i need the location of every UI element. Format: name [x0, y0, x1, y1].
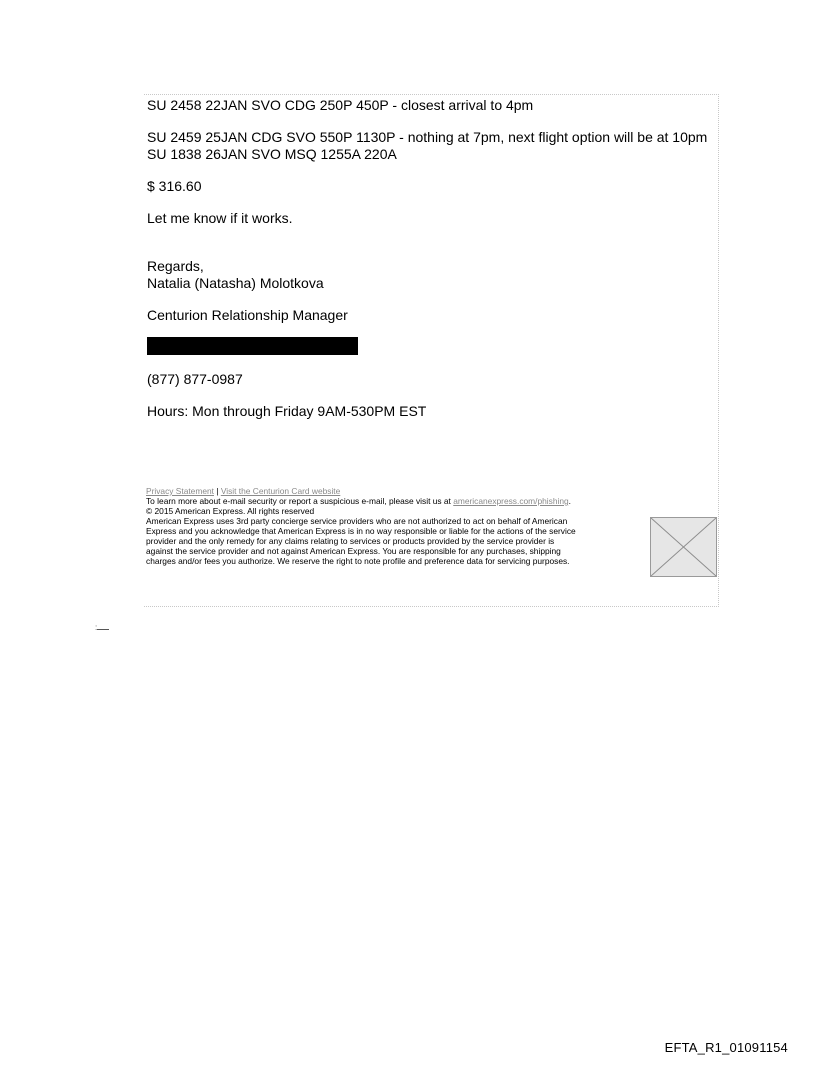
itinerary-line-1: SU 2458 22JAN SVO CDG 250P 450P - closest arrival to 4pm — [147, 97, 534, 113]
itinerary-line-2: SU 2459 25JAN CDG SVO 550P 1130P - nothing at 7pm, next flight option will be at 10pm — [147, 129, 708, 145]
itinerary-line-3: SU 1838 26JAN SVO MSQ 1255A 220A — [147, 146, 397, 162]
security-text: To learn more about e-mail security or report a suspicious e-mail, please visit us at — [146, 496, 454, 506]
price: $ 316.60 — [147, 178, 202, 194]
message-text: Let me know if it works. — [147, 210, 293, 226]
centurion-website-link[interactable]: Visit the Centurion Card website — [220, 486, 341, 496]
privacy-statement-link[interactable]: Privacy Statement — [146, 486, 214, 496]
business-hours: Hours: Mon through Friday 9AM-530PM EST — [147, 403, 427, 419]
sender-name: Natalia (Natasha) Molotkova — [147, 275, 324, 291]
broken-image-placeholder-icon — [650, 517, 717, 577]
stray-mark: : — [95, 624, 109, 632]
disclaimer-line-3: provider and the only remedy for any claims relating to services or products provided by the service provider is — [146, 536, 555, 546]
sender-title: Centurion Relationship Manager — [147, 307, 348, 323]
closing: Regards, — [147, 258, 204, 274]
disclaimer-line-5: charges and/or fees you authorize. We reserve the right to note profile and preference data for servicing purposes. — [146, 556, 570, 566]
security-end: . — [568, 496, 571, 506]
disclaimer-line-1: American Express uses 3rd party concierge service providers who are not authorized to act on behalf of American — [146, 516, 568, 526]
copyright: © 2015 American Express. All rights reserved — [146, 506, 315, 516]
phishing-link[interactable]: americanexpress.com/phishing — [453, 496, 569, 506]
bates-number: EFTA_R1_01091154 — [664, 1040, 788, 1055]
link-separator: | — [213, 486, 221, 496]
disclaimer-line-2: Express and you acknowledge that American Express is in no way responsible or liable for the actions of the service — [146, 526, 576, 536]
disclaimer-line-4: against the service provider and not against American Express. You are responsible for any purchases, shipping — [146, 546, 561, 556]
phone-number: (877) 877-0987 — [147, 371, 243, 387]
redaction-block — [147, 337, 358, 355]
